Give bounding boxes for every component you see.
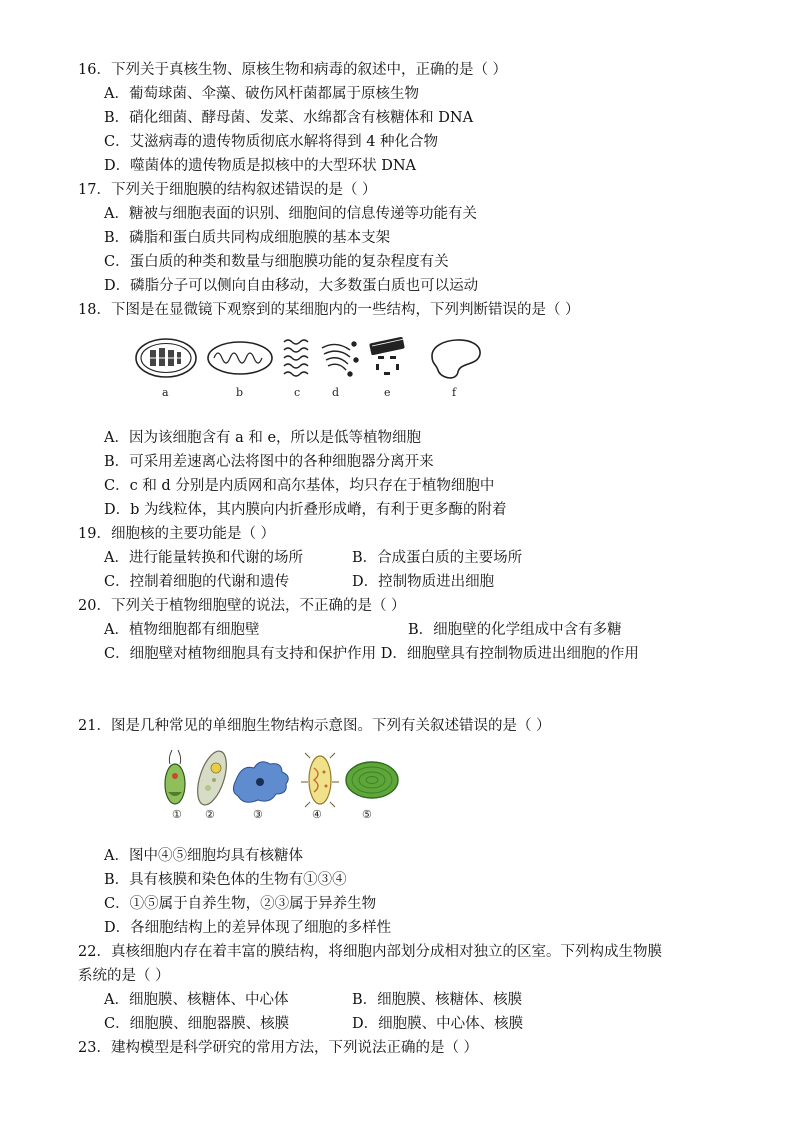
organisms-drawing bbox=[150, 746, 400, 810]
q22-stem-line2: 系统的是（ ） bbox=[78, 968, 170, 984]
q17-option-a: A．糖被与细胞表面的识别、细胞间的信息传递等功能有关 bbox=[104, 206, 477, 222]
q22-option-d: D．细胞膜、中心体、核膜 bbox=[352, 1016, 524, 1032]
q22-option-c: C．细胞膜、细胞器膜、核膜 bbox=[104, 1016, 290, 1032]
organism-label-2: ② bbox=[205, 808, 215, 821]
q18-option-d: D．b 为线粒体，其内膜向内折叠形成嵴，有利于更多酶的附着 bbox=[104, 502, 507, 518]
organism-label-4: ④ bbox=[312, 808, 322, 821]
q19-option-d: D．控制物质进出细胞 bbox=[352, 574, 495, 590]
q16-option-a: A．葡萄球菌、伞藻、破伤风杆菌都属于原核生物 bbox=[104, 86, 419, 102]
q16-option-b: B．硝化细菌、酵母菌、发菜、水绵都含有核糖体和 DNA bbox=[104, 110, 474, 126]
q16-option-c: C．艾滋病毒的遗传物质彻底水解将得到 4 种化合物 bbox=[104, 134, 439, 150]
chlamydomonas-icon bbox=[165, 750, 185, 804]
figure-label-e: e bbox=[384, 386, 391, 399]
q17-option-b: B．磷脂和蛋白质共同构成细胞膜的基本支架 bbox=[104, 230, 391, 246]
q18-option-b: B．可采用差速离心法将图中的各种细胞器分离开来 bbox=[104, 454, 434, 470]
q22-option-a: A．细胞膜、核糖体、中心体 bbox=[104, 992, 289, 1008]
q22-option-b: B．细胞膜、核糖体、核膜 bbox=[352, 992, 523, 1008]
q20-option-a: A．植物细胞都有细胞壁 bbox=[104, 622, 260, 638]
organism-label-1: ① bbox=[172, 808, 182, 821]
q18-option-a: A．因为该细胞含有 a 和 e，所以是低等植物细胞 bbox=[104, 430, 422, 446]
amoeba-icon bbox=[233, 762, 288, 803]
centrosome-icon bbox=[369, 337, 405, 375]
q19-option-c: C．控制着细胞的代谢和遗传 bbox=[104, 574, 290, 590]
q17-option-d: D．磷脂分子可以侧向自由移动，大多数蛋白质也可以运动 bbox=[104, 278, 479, 294]
bacterium-icon bbox=[301, 753, 339, 807]
figure-label-d: d bbox=[332, 386, 340, 399]
organism-label-3: ③ bbox=[253, 808, 263, 821]
q22-stem-line1: 22．真核细胞内存在着丰富的膜结构，将细胞内部划分成相对独立的区室。下列构成生物膜 bbox=[78, 944, 662, 960]
q21-stem: 21．图是几种常见的单细胞生物结构示意图。下列有关叙述错误的是（ ） bbox=[78, 718, 551, 734]
q19-stem: 19．细胞核的主要功能是（ ） bbox=[78, 526, 276, 542]
nucleus-icon bbox=[432, 340, 480, 378]
q19-option-b: B．合成蛋白质的主要场所 bbox=[352, 550, 523, 566]
organelle-drawing bbox=[132, 330, 492, 402]
organism-label-5: ⑤ bbox=[362, 808, 372, 821]
q18-stem: 18．下图是在显微镜下观察到的某细胞内的一些结构，下列判断错误的是（ ） bbox=[78, 302, 580, 318]
organelle-figure bbox=[132, 330, 492, 402]
chloroplast-icon bbox=[136, 339, 196, 377]
q18-option-c: C．c 和 d 分别是内质网和高尔基体，均只存在于植物细胞中 bbox=[104, 478, 495, 494]
figure-label-a: a bbox=[162, 386, 169, 399]
q21-option-c: C．①⑤属于自养生物，②③属于异养生物 bbox=[104, 896, 377, 912]
paramecium-icon bbox=[192, 748, 232, 809]
figure-label-c: c bbox=[294, 386, 301, 399]
q20-option-b: B．细胞壁的化学组成中含有多糖 bbox=[408, 622, 622, 638]
q20-stem: 20．下列关于植物细胞壁的说法，不正确的是（ ） bbox=[78, 598, 406, 614]
golgi-apparatus-icon bbox=[322, 342, 358, 376]
q21-option-d: D．各细胞结构上的差异体现了细胞的多样性 bbox=[104, 920, 392, 936]
mitochondrion-icon bbox=[208, 342, 272, 374]
figure-label-f: f bbox=[452, 386, 457, 399]
q16-option-d: D．噬菌体的遗传物质是拟核中的大型环状 DNA bbox=[104, 158, 417, 174]
q17-stem: 17．下列关于细胞膜的结构叙述错误的是（ ） bbox=[78, 182, 377, 198]
cyanobacterium-icon bbox=[346, 762, 398, 798]
figure-label-b: b bbox=[236, 386, 244, 399]
q23-stem: 23．建构模型是科学研究的常用方法，下列说法正确的是（ ） bbox=[78, 1040, 479, 1056]
endoplasmic-reticulum-icon bbox=[284, 340, 308, 376]
q21-option-b: B．具有核膜和染色体的生物有①③④ bbox=[104, 872, 347, 888]
q19-option-a: A．进行能量转换和代谢的场所 bbox=[104, 550, 303, 566]
q20-option-cd: C．细胞壁对植物细胞具有支持和保护作用 D．细胞壁具有控制物质进出细胞的作用 bbox=[104, 646, 639, 662]
q21-option-a: A．图中④⑤细胞均具有核糖体 bbox=[104, 848, 303, 864]
q17-option-c: C．蛋白质的种类和数量与细胞膜功能的复杂程度有关 bbox=[104, 254, 449, 270]
single-cell-organisms-figure bbox=[150, 746, 400, 824]
q16-stem: 16．下列关于真核生物、原核生物和病毒的叙述中，正确的是（ ） bbox=[78, 62, 508, 78]
